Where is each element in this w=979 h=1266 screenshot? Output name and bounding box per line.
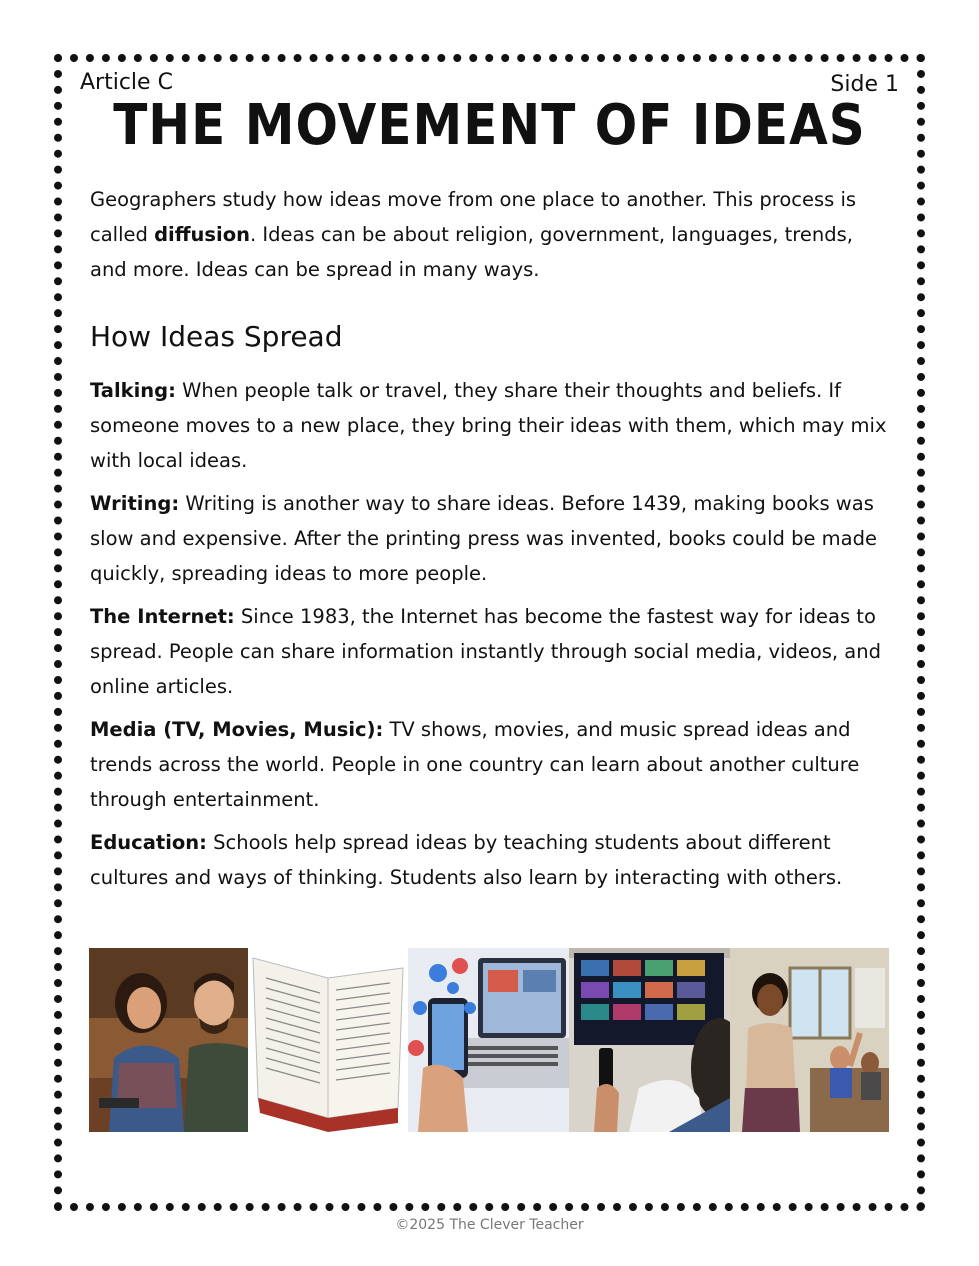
intro-term: diffusion <box>154 223 250 246</box>
section-term: Media (TV, Movies, Music): <box>90 718 384 741</box>
intro-text: Geographers study how ideas move from one place to another. This process is called <box>90 188 857 246</box>
section-text: Writing is another way to share ideas. Before 1439, making books was slow and expensive. After the printing press was invented, books could be made quickly, spreading ideas to more people. <box>90 492 877 585</box>
intro-text-end: . Ideas can be about religion, government, languages, trends, and more. Ideas can be spread in many ways. <box>90 223 853 281</box>
section-term: Talking: <box>90 379 176 402</box>
classroom-photo <box>730 948 889 1132</box>
section-term: Writing: <box>90 492 180 515</box>
photo-strip <box>89 948 889 1132</box>
page-title: THE MOVEMENT OF IDEAS <box>113 92 866 158</box>
section-term: Education: <box>90 831 207 854</box>
article-label: Article C <box>80 70 173 95</box>
section-internet <box>90 599 890 704</box>
side-label: Side 1 <box>830 72 899 97</box>
talking-photo <box>89 948 248 1132</box>
section-talking <box>90 373 890 478</box>
intro-paragraph <box>90 182 890 287</box>
section-education <box>90 825 890 895</box>
book-photo <box>248 948 408 1132</box>
tv-photo <box>569 948 730 1132</box>
section-heading: How Ideas Spread <box>90 320 343 353</box>
section-text: TV shows, movies, and music spread ideas and trends across the world. People in one country can learn about another culture through entertainment. <box>90 718 860 811</box>
copyright-footer: ©2025 The Clever Teacher <box>395 1217 584 1233</box>
social-media-photo <box>408 948 569 1132</box>
section-media <box>90 712 890 817</box>
section-text: Schools help spread ideas by teaching students about different cultures and ways of thinking. Students also learn by interacting with others. <box>90 831 843 889</box>
section-text: When people talk or travel, they share their thoughts and beliefs. If someone moves to a new place, they bring their ideas with them, which may mix with local ideas. <box>90 379 887 472</box>
section-term: The Internet: <box>90 605 235 628</box>
section-text: Since 1983, the Internet has become the fastest way for ideas to spread. People can share information instantly through social media, videos, and online articles. <box>90 605 881 698</box>
section-writing <box>90 486 890 591</box>
